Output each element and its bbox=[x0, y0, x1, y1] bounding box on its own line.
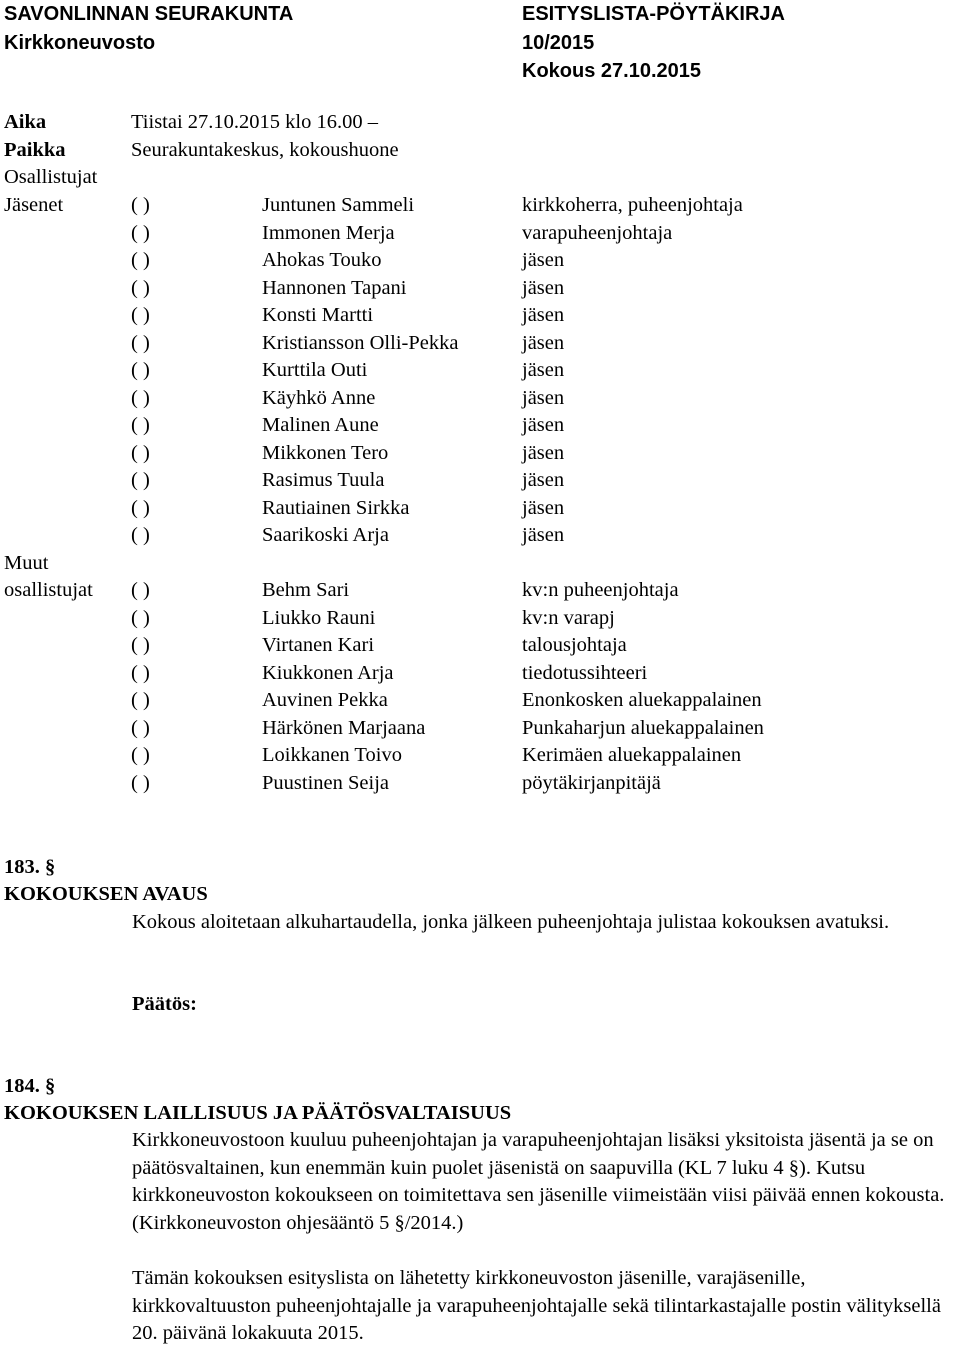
list-item bbox=[0, 302, 960, 330]
governing-body: Kirkkoneuvosto bbox=[4, 32, 156, 54]
decision-label: Päätös: bbox=[132, 993, 197, 1015]
member-role: jäsen bbox=[522, 249, 565, 271]
member-name: Ahokas Touko bbox=[262, 249, 382, 271]
list-item bbox=[0, 247, 960, 275]
document-type: ESITYSLISTA-PÖYTÄKIRJA bbox=[522, 3, 785, 25]
attendance-mark: ( ) bbox=[131, 689, 150, 711]
list-item bbox=[0, 385, 960, 413]
list-item bbox=[0, 220, 960, 248]
member-name: Konsti Martti bbox=[262, 304, 374, 326]
member-name: Rasimus Tuula bbox=[262, 469, 385, 491]
attendee-role: kv:n varapj bbox=[522, 606, 615, 629]
attendee-role: kv:n puheenjohtaja bbox=[522, 579, 679, 601]
attendance-mark: ( ) bbox=[131, 249, 150, 271]
list-item bbox=[0, 577, 960, 605]
list-item bbox=[0, 770, 960, 798]
members-label: Jäsenet bbox=[4, 194, 64, 216]
attendance-mark: ( ) bbox=[131, 524, 150, 546]
attendance-mark: ( ) bbox=[131, 744, 150, 766]
member-name: Immonen Merja bbox=[262, 221, 395, 244]
time-value: Tiistai 27.10.2015 klo 16.00 – bbox=[131, 111, 378, 133]
time-row bbox=[0, 109, 960, 137]
list-item bbox=[0, 412, 960, 440]
section-title: KOKOUKSEN AVAUS bbox=[4, 883, 208, 905]
section-paragraph: Tämän kokouksen esityslista on lähetetty kirkkoneuvoston jäsenille, varajäsenille, kirkkovaltuuston puheenjohtajalle ja varapuheenjohtajalle sekä tilintarkastajalle postin välityksellä 20. päivänä lokakuuta 2015. bbox=[132, 1267, 941, 1344]
member-role: varapuheenjohtaja bbox=[522, 221, 673, 244]
list-item bbox=[0, 192, 960, 220]
attendee-name: Behm Sari bbox=[262, 579, 350, 601]
member-name: Käyhkö Anne bbox=[262, 386, 376, 409]
time-label: Aika bbox=[4, 111, 47, 133]
member-name: Saarikoski Arja bbox=[262, 524, 389, 546]
attendance-mark: ( ) bbox=[131, 606, 150, 629]
list-item bbox=[0, 632, 960, 660]
list-item bbox=[0, 495, 960, 523]
place-row bbox=[0, 137, 960, 165]
section-number: 184. § bbox=[4, 1075, 56, 1097]
meeting-date: Kokous 27.10.2015 bbox=[522, 60, 701, 82]
attendance-mark: ( ) bbox=[131, 414, 150, 436]
member-role: jäsen bbox=[522, 414, 565, 436]
member-name: Juntunen Sammeli bbox=[262, 194, 415, 216]
other-attendees-label-2: osallistujat bbox=[4, 579, 93, 601]
member-role: jäsen bbox=[522, 469, 565, 491]
place-value: Seurakuntakeskus, kokoushuone bbox=[131, 139, 399, 161]
attendance-mark: ( ) bbox=[131, 661, 150, 684]
attendance-mark: ( ) bbox=[131, 441, 150, 464]
attendee-role: pöytäkirjanpitäjä bbox=[522, 771, 661, 794]
list-item bbox=[0, 275, 960, 303]
attendee-name: Puustinen Seija bbox=[262, 771, 389, 794]
attendee-role: tiedotussihteeri bbox=[522, 661, 648, 684]
attendance-mark: ( ) bbox=[131, 771, 150, 794]
attendance-mark: ( ) bbox=[131, 634, 150, 656]
section-paragraph: Kirkkoneuvostoon kuuluu puheenjohtajan ja varapuheenjohtajan lisäksi yksitoista jäsentä ja se on päätösvaltainen, kun enemmän kuin puolet jäsenistä on saapuvilla (KL 7 luku 4 §). Kutsu kirkkoneuvoston kokoukseen on toimitettava sen jäsenille viimeistään viisi päivää ennen kokousta. (Kirkkoneuvoston ohjesääntö 5 §/2014.) bbox=[132, 1129, 945, 1234]
attendance-mark: ( ) bbox=[131, 386, 150, 409]
attendee-name: Virtanen Kari bbox=[262, 634, 375, 656]
list-item bbox=[0, 440, 960, 468]
attendance-mark: ( ) bbox=[131, 359, 150, 381]
member-role: kirkkoherra, puheenjohtaja bbox=[522, 194, 743, 216]
attendance-mark: ( ) bbox=[131, 496, 150, 519]
attendee-name: Härkönen Marjaana bbox=[262, 716, 426, 739]
member-role: jäsen bbox=[522, 441, 565, 464]
member-role: jäsen bbox=[522, 524, 565, 546]
member-name: Kurttila Outi bbox=[262, 359, 368, 381]
attendees-label: Osallistujat bbox=[4, 166, 98, 188]
attendee-role: Enonkosken aluekappalainen bbox=[522, 689, 762, 711]
attendance-mark: ( ) bbox=[131, 331, 150, 354]
member-name: Malinen Aune bbox=[262, 414, 379, 436]
attendee-name: Auvinen Pekka bbox=[262, 689, 388, 711]
attendee-role: talousjohtaja bbox=[522, 634, 627, 656]
member-name: Mikkonen Tero bbox=[262, 441, 389, 464]
attendance-mark: ( ) bbox=[131, 716, 150, 739]
list-item bbox=[0, 522, 960, 550]
attendees-row bbox=[0, 164, 960, 192]
member-name: Rautiainen Sirkka bbox=[262, 496, 410, 519]
attendee-role: Punkaharjun aluekappalainen bbox=[522, 716, 764, 739]
attendance-mark: ( ) bbox=[131, 469, 150, 491]
member-role: jäsen bbox=[522, 304, 565, 326]
other-attendees-label: Muut bbox=[4, 551, 49, 574]
list-item bbox=[0, 467, 960, 495]
attendance-mark: ( ) bbox=[131, 304, 150, 326]
attendance-mark: ( ) bbox=[131, 276, 150, 299]
place-label: Paikka bbox=[4, 139, 66, 161]
member-role: jäsen bbox=[522, 359, 565, 381]
other-attendees-label-row bbox=[0, 550, 960, 578]
list-item bbox=[0, 605, 960, 633]
attendance-mark: ( ) bbox=[131, 194, 150, 216]
member-name: Kristiansson Olli-Pekka bbox=[262, 331, 459, 354]
list-item bbox=[0, 742, 960, 770]
member-role: jäsen bbox=[522, 386, 565, 409]
attendee-role: Kerimäen aluekappalainen bbox=[522, 744, 742, 766]
attendance-mark: ( ) bbox=[131, 221, 150, 244]
attendee-name: Loikkanen Toivo bbox=[262, 744, 402, 766]
member-name: Hannonen Tapani bbox=[262, 276, 407, 299]
organization-name: SAVONLINNAN SEURAKUNTA bbox=[4, 3, 294, 25]
list-item bbox=[0, 330, 960, 358]
list-item bbox=[0, 357, 960, 385]
document-number: 10/2015 bbox=[522, 32, 595, 54]
section-paragraph: Kokous aloitetaan alkuhartaudella, jonka jälkeen puheenjohtaja julistaa kokouksen avatuksi. bbox=[132, 911, 890, 933]
attendee-name: Kiukkonen Arja bbox=[262, 661, 394, 684]
attendee-name: Liukko Rauni bbox=[262, 606, 376, 629]
section-title: KOKOUKSEN LAILLISUUS JA PÄÄTÖSVALTAISUUS bbox=[4, 1102, 512, 1124]
list-item bbox=[0, 715, 960, 743]
member-role: jäsen bbox=[522, 276, 565, 299]
member-role: jäsen bbox=[522, 496, 565, 519]
list-item bbox=[0, 660, 960, 688]
list-item bbox=[0, 687, 960, 715]
attendance-mark: ( ) bbox=[131, 579, 150, 601]
member-role: jäsen bbox=[522, 331, 565, 354]
section-number: 183. § bbox=[4, 856, 56, 878]
